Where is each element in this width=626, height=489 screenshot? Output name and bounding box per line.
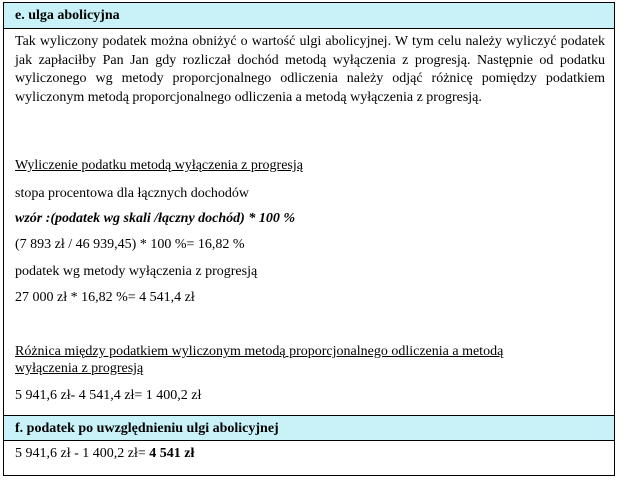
formula-calc: (7 893 zł / 46 939,45) * 100 %= 16,82 % <box>15 237 245 252</box>
tax-label: podatek wg metody wyłączenia z progresją <box>15 264 258 279</box>
section-e-title: e. ulga abolicyjna <box>15 8 120 23</box>
document-table <box>3 2 615 476</box>
section-e-header <box>4 3 614 29</box>
diff-heading-line1: Różnica między podatkiem wyliczonym metodą proporcjonalnego odliczenia a metodą <box>15 344 504 359</box>
section-e-intro-block <box>15 33 605 107</box>
tax-calc: 27 000 zł * 16,82 %= 4 541,4 zł <box>15 290 195 305</box>
calc-heading: Wyliczenie podatku metodą wyłączenia z progresją <box>15 158 303 173</box>
section-e-intro: Tak wyliczony podatek można obniżyć o wartość ulgi abolicyjnej. W tym celu należy wyliczyć podatek jak zapłaciłby Pan Jan gdy rozliczał dochód metodą wyłączenia z progresją. Następnie od podatku wyliczonego wg metody proporcjonalnego odliczenia należy odjąć różnicę pomiędzy podatkiem wyliczonym metodą proporcjonalnego odliczenia a metodą wyłączenia z progresją. <box>15 34 605 105</box>
section-f-title: f. podatek po uwzględnieniu ulgi abolicyjnej <box>15 421 279 436</box>
final-calc <box>15 446 194 462</box>
final-calc-prefix: 5 941,6 zł - 1 400,2 zł= <box>15 446 150 461</box>
diff-calc: 5 941,6 zł- 4 541,4 zł= 1 400,2 zł <box>15 388 202 403</box>
diff-heading-line2: wyłączenia z progresją <box>15 361 144 376</box>
rate-label: stopa procentowa dla łącznych dochodów <box>15 186 250 201</box>
final-calc-result: 4 541 zł <box>149 446 195 461</box>
section-f-header <box>4 415 614 441</box>
formula: wzór :(podatek wg skali /łączny dochód) * 100 % <box>15 211 295 226</box>
